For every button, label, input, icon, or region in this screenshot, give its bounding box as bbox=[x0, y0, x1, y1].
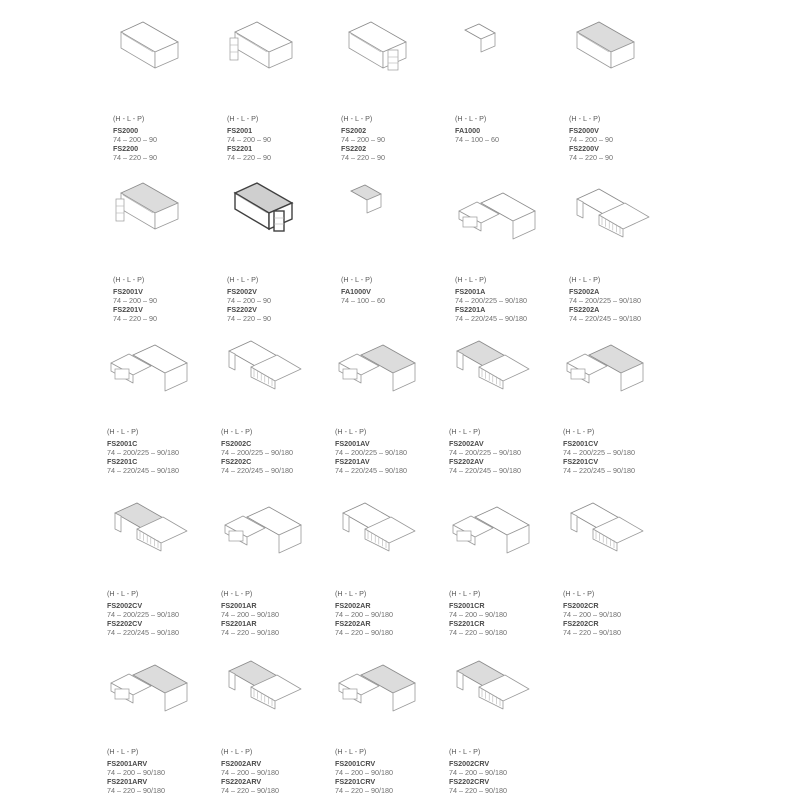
desk-illustration bbox=[455, 22, 555, 92]
product-size: 74 – 220/245 – 90/180 bbox=[107, 628, 179, 637]
product-specs bbox=[335, 427, 407, 475]
product-size: 74 – 200/225 – 90/180 bbox=[569, 296, 641, 305]
product-size: 74 – 100 – 60 bbox=[455, 135, 499, 144]
desk-illustration bbox=[569, 22, 669, 92]
product-code: FS2001CR bbox=[449, 601, 485, 610]
product-code: FS2001AR bbox=[221, 601, 257, 610]
product-size: 74 – 200/225 – 90/180 bbox=[107, 448, 179, 457]
product-code: FS2201A bbox=[455, 305, 486, 314]
product-size: 74 – 220 – 90/180 bbox=[449, 786, 507, 795]
product-size: 74 – 220/245 – 90/180 bbox=[335, 466, 407, 475]
desk-illustration bbox=[107, 655, 207, 725]
product-size: 74 – 220 – 90/180 bbox=[221, 786, 279, 795]
product-specs bbox=[227, 114, 271, 162]
product-size: 74 – 100 – 60 bbox=[341, 296, 385, 305]
desk-illustration bbox=[227, 22, 327, 92]
product-code: FS2000 bbox=[113, 126, 139, 135]
dimension-label: (H - L - P) bbox=[107, 747, 139, 756]
product-code: FS2001A bbox=[455, 287, 486, 296]
desk-illustration bbox=[449, 655, 549, 725]
dimension-label: (H - L - P) bbox=[341, 114, 373, 123]
product-specs bbox=[107, 747, 165, 795]
product-specs bbox=[569, 114, 613, 162]
product-code: FS2202CRV bbox=[449, 777, 490, 786]
dimension-label: (H - L - P) bbox=[227, 114, 259, 123]
dimension-label: (H - L - P) bbox=[569, 275, 601, 284]
product-code: FS2202 bbox=[341, 144, 367, 153]
product-specs bbox=[455, 114, 499, 144]
product-size: 74 – 220 – 90 bbox=[113, 153, 157, 162]
product-size: 74 – 200/225 – 90/180 bbox=[455, 296, 527, 305]
product-code: FS2201AV bbox=[335, 457, 370, 466]
product-code: FS2002ARV bbox=[221, 759, 262, 768]
product-code: FS2202ARV bbox=[221, 777, 262, 786]
dimension-label: (H - L - P) bbox=[107, 427, 139, 436]
product-size: 74 – 220/245 – 90/180 bbox=[221, 466, 293, 475]
desk-illustration bbox=[449, 335, 549, 405]
dimension-label: (H - L - P) bbox=[221, 589, 253, 598]
product-size: 74 – 220 – 90/180 bbox=[449, 628, 507, 637]
dimension-label: (H - L - P) bbox=[113, 114, 145, 123]
product-size: 74 – 220/245 – 90/180 bbox=[449, 466, 521, 475]
product-size: 74 – 200/225 – 90/180 bbox=[221, 448, 293, 457]
product-size: 74 – 220/245 – 90/180 bbox=[569, 314, 641, 323]
product-size: 74 – 220 – 90 bbox=[341, 153, 385, 162]
dimension-label: (H - L - P) bbox=[221, 747, 253, 756]
product-code: FS2001ARV bbox=[107, 759, 148, 768]
product-code: FS2202CR bbox=[563, 619, 599, 628]
product-code: FS2002C bbox=[221, 439, 252, 448]
product-specs bbox=[227, 275, 271, 323]
dimension-label: (H - L - P) bbox=[563, 427, 595, 436]
product-specs bbox=[563, 589, 621, 637]
product-size: 74 – 220 – 90 bbox=[227, 153, 271, 162]
product-specs bbox=[335, 589, 393, 637]
product-code: FA1000 bbox=[455, 126, 481, 135]
desk-illustration bbox=[107, 497, 207, 567]
dimension-label: (H - L - P) bbox=[455, 275, 487, 284]
product-size: 74 – 200/225 – 90/180 bbox=[449, 448, 521, 457]
dimension-label: (H - L - P) bbox=[227, 275, 259, 284]
product-size: 74 – 220/245 – 90/180 bbox=[563, 466, 635, 475]
product-size: 74 – 220/245 – 90/180 bbox=[455, 314, 527, 323]
product-code: FS2001 bbox=[227, 126, 253, 135]
product-size: 74 – 220 – 90/180 bbox=[335, 628, 393, 637]
product-code: FS2201CR bbox=[449, 619, 485, 628]
product-size: 74 – 200/225 – 90/180 bbox=[335, 448, 407, 457]
desk-illustration bbox=[563, 497, 663, 567]
product-code: FS2001C bbox=[107, 439, 138, 448]
dimension-label: (H - L - P) bbox=[449, 427, 481, 436]
dimension-label: (H - L - P) bbox=[341, 275, 373, 284]
product-code: FA1000V bbox=[341, 287, 371, 296]
product-code: FS2201CRV bbox=[335, 777, 376, 786]
dimension-label: (H - L - P) bbox=[335, 589, 367, 598]
product-code: FS2002CV bbox=[107, 601, 143, 610]
product-size: 74 – 200 – 90/180 bbox=[335, 768, 393, 777]
product-code: FS2002CR bbox=[563, 601, 599, 610]
product-specs bbox=[449, 427, 521, 475]
product-specs bbox=[113, 114, 157, 162]
product-code: FS2202V bbox=[227, 305, 257, 314]
product-specs bbox=[221, 589, 279, 637]
product-code: FS2002AR bbox=[335, 601, 371, 610]
product-code: FS2202A bbox=[569, 305, 600, 314]
desk-illustration bbox=[335, 655, 435, 725]
product-code: FS2201AR bbox=[221, 619, 257, 628]
product-size: 74 – 220 – 90/180 bbox=[563, 628, 621, 637]
dimension-label: (H - L - P) bbox=[113, 275, 145, 284]
product-code: FS2002A bbox=[569, 287, 600, 296]
product-specs bbox=[455, 275, 527, 323]
product-code: FS2202C bbox=[221, 457, 252, 466]
desk-illustration bbox=[335, 497, 435, 567]
desk-illustration bbox=[107, 335, 207, 405]
product-size: 74 – 220 – 90 bbox=[113, 314, 157, 323]
product-code: FS2201V bbox=[113, 305, 143, 314]
product-code: FS2201CV bbox=[563, 457, 599, 466]
dimension-label: (H - L - P) bbox=[449, 747, 481, 756]
desk-illustration bbox=[221, 335, 321, 405]
product-size: 74 – 200 – 90/180 bbox=[449, 768, 507, 777]
product-size: 74 – 220/245 – 90/180 bbox=[107, 466, 179, 475]
dimension-label: (H - L - P) bbox=[335, 427, 367, 436]
product-code: FS2001CV bbox=[563, 439, 599, 448]
product-size: 74 – 220 – 90/180 bbox=[221, 628, 279, 637]
product-specs bbox=[113, 275, 157, 323]
product-specs bbox=[341, 275, 385, 305]
product-size: 74 – 220 – 90 bbox=[227, 314, 271, 323]
product-code: FS2202AR bbox=[335, 619, 371, 628]
product-specs bbox=[563, 427, 635, 475]
product-code: FS2001AV bbox=[335, 439, 370, 448]
product-code: FS2002 bbox=[341, 126, 367, 135]
product-code: FS2201ARV bbox=[107, 777, 148, 786]
product-size: 74 – 220 – 90/180 bbox=[335, 786, 393, 795]
product-specs bbox=[221, 427, 293, 475]
product-specs bbox=[449, 747, 507, 795]
product-size: 74 – 200/225 – 90/180 bbox=[107, 610, 179, 619]
product-specs bbox=[221, 747, 279, 795]
product-size: 74 – 200 – 90 bbox=[227, 296, 271, 305]
product-size: 74 – 200 – 90/180 bbox=[221, 768, 279, 777]
desk-illustration bbox=[221, 497, 321, 567]
product-size: 74 – 200 – 90 bbox=[227, 135, 271, 144]
product-specs bbox=[569, 275, 641, 323]
product-size: 74 – 220 – 90/180 bbox=[107, 786, 165, 795]
product-code: FS2201C bbox=[107, 457, 138, 466]
dimension-label: (H - L - P) bbox=[563, 589, 595, 598]
product-code: FS2001CRV bbox=[335, 759, 376, 768]
product-size: 74 – 200 – 90/180 bbox=[335, 610, 393, 619]
dimension-label: (H - L - P) bbox=[569, 114, 601, 123]
product-specs bbox=[107, 427, 179, 475]
desk-illustration bbox=[455, 183, 555, 253]
dimension-label: (H - L - P) bbox=[107, 589, 139, 598]
product-size: 74 – 200 – 90 bbox=[569, 135, 613, 144]
product-code: FS2000V bbox=[569, 126, 599, 135]
product-code: FS2001V bbox=[113, 287, 143, 296]
product-size: 74 – 200 – 90 bbox=[341, 135, 385, 144]
product-specs bbox=[341, 114, 385, 162]
product-size: 74 – 200 – 90/180 bbox=[563, 610, 621, 619]
product-size: 74 – 220 – 90 bbox=[569, 153, 613, 162]
product-size: 74 – 200 – 90 bbox=[113, 135, 157, 144]
product-size: 74 – 200 – 90/180 bbox=[449, 610, 507, 619]
dimension-label: (H - L - P) bbox=[221, 427, 253, 436]
dimension-label: (H - L - P) bbox=[455, 114, 487, 123]
product-specs bbox=[107, 589, 179, 637]
product-code: FS2202CV bbox=[107, 619, 143, 628]
desk-illustration bbox=[227, 183, 327, 253]
desk-illustration bbox=[113, 183, 213, 253]
desk-illustration bbox=[449, 497, 549, 567]
product-size: 74 – 200/225 – 90/180 bbox=[563, 448, 635, 457]
dimension-label: (H - L - P) bbox=[335, 747, 367, 756]
product-code: FS2002V bbox=[227, 287, 257, 296]
desk-illustration bbox=[569, 183, 669, 253]
dimension-label: (H - L - P) bbox=[449, 589, 481, 598]
desk-illustration bbox=[335, 335, 435, 405]
product-code: FS2200 bbox=[113, 144, 139, 153]
desk-illustration bbox=[341, 183, 441, 253]
desk-illustration bbox=[341, 22, 441, 92]
desk-illustration bbox=[221, 655, 321, 725]
product-code: FS2002CRV bbox=[449, 759, 490, 768]
product-size: 74 – 200 – 90 bbox=[113, 296, 157, 305]
product-size: 74 – 200 – 90/180 bbox=[107, 768, 165, 777]
product-code: FS2200V bbox=[569, 144, 599, 153]
product-code: FS2002AV bbox=[449, 439, 484, 448]
desk-illustration bbox=[563, 335, 663, 405]
product-specs bbox=[335, 747, 393, 795]
product-specs bbox=[449, 589, 507, 637]
product-code: FS2201 bbox=[227, 144, 253, 153]
product-code: FS2202AV bbox=[449, 457, 484, 466]
product-size: 74 – 200 – 90/180 bbox=[221, 610, 279, 619]
desk-illustration bbox=[113, 22, 213, 92]
